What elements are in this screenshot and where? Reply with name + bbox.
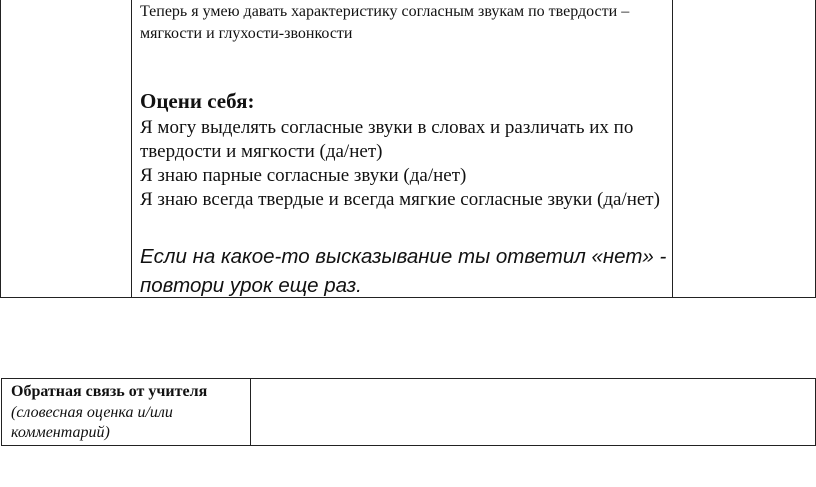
statement-item: Я знаю парные согласные звуки (да/нет) <box>140 165 467 186</box>
feedback-title: Обратная связь от учителя <box>11 383 208 400</box>
statement-item: Я могу выделять согласные звуки в словах и различать их по твердости и мягкости (да/нет) <box>140 117 634 162</box>
feedback-label-cell <box>1 378 251 446</box>
feedback-note: (словесная оценка и/или комментарий) <box>11 404 173 441</box>
empty-right-cell <box>672 0 816 298</box>
repeat-lesson-advice: Если на какое-то высказывание ты ответил «нет» - повтори урок еще раз. <box>140 245 667 297</box>
feedback-value-cell[interactable] <box>250 378 816 446</box>
learned-statement: Теперь я умею давать характеристику согласным звукам по твердости – мягкости и глухости-звонкости <box>140 3 630 42</box>
self-assessment-heading: Оцени себя: <box>140 89 255 113</box>
statement-item: Я знаю всегда твердые и всегда мягкие согласные звуки (да/нет) <box>140 189 660 210</box>
empty-left-cell <box>0 0 131 298</box>
teacher-feedback-table <box>0 378 816 446</box>
self-assessment-statements <box>140 116 670 212</box>
